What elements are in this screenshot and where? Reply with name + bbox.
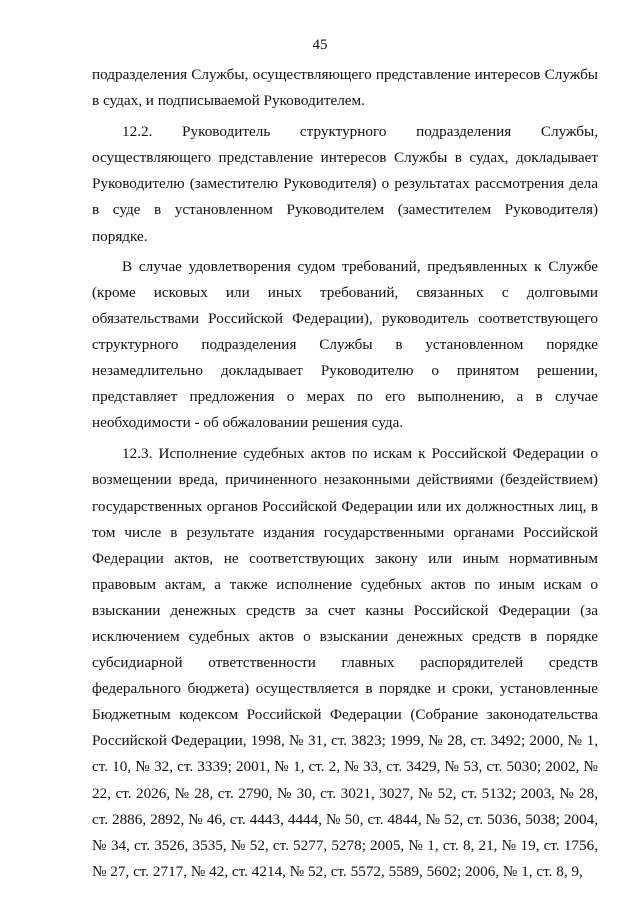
page-number: 45 xyxy=(312,37,328,53)
document-body xyxy=(92,62,598,885)
paragraph-court-decision: В случае удовлетворения судом требований, предъявленных к Службе (кроме исковых или иных требований, связанных с долговыми обязательствами Российской Федерации), руководитель соответствующего структурного подразделения Службы в установленном порядке незамедлительно докладывает Руководителю о принятом решении, представляет предложения о мерах по его выполнению, а в случае необходимости - об обжаловании решения суда. xyxy=(92,257,598,432)
paragraph-continuation: подразделения Службы, осуществляющего представление интересов Службы в судах, и подписываемой Руководителем. xyxy=(92,66,598,110)
paragraph-12-2: 12.2. Руководитель структурного подразделения Службы, осуществляющего представление интересов Службы в судах, докладывает Руководителю (заместителю Руководителя) о результатах рассмотрения дела в суде в установленном Руководителем (заместителем Руководителя) порядке. xyxy=(92,123,598,245)
paragraph-12-3: 12.3. Исполнение судебных актов по искам к Российской Федерации о возмещении вреда, причиненного незаконными действиями (бездействием) государственных органов Российской Федерации или их должностных лиц, в том числе в результате издания государственными органами Российской Федерации актов, не соответствующих закону или иным нормативным правовым актам, а также исполнение судебных актов по иным искам о взыскании денежных средств за счет казны Российской Федерации (за исключением судебных актов о взыскании денежных средств в порядке субсидиарной ответственности главных распорядителей средств федерального бюджета) осуществляется в порядке и сроки, установленные Бюджетным кодексом Российской Федерации (Собрание законодательства Российской Федерации, 1998, № 31, ст. 3823; 1999, № 28, ст. 3492; 2000, № 1, ст. 10, № 32, ст. 3339; 2001, № 1, ст. 2, № 33, ст. 3429, № 53, ст. 5030; 2002, № 22, ст. 2026, № 28, ст. 2790, № 30, ст. 3021, 3027, № 52, ст. 5132; 2003, № 28, ст. 2886, 2892, № 46, ст. 4443, 4444, № 50, ст. 4844, № 52, ст. 5036, 5038; 2004, № 34, ст. 3526, 3535, № 52, ст. 5277, 5278; 2005, № 1, ст. 8, 21, № 19, ст. 1756, № 27, ст. 2717, № 42, ст. 4214, № 52, ст. 5572, 5589, 5602; 2006, № 1, ст. 8, 9, xyxy=(92,445,598,880)
